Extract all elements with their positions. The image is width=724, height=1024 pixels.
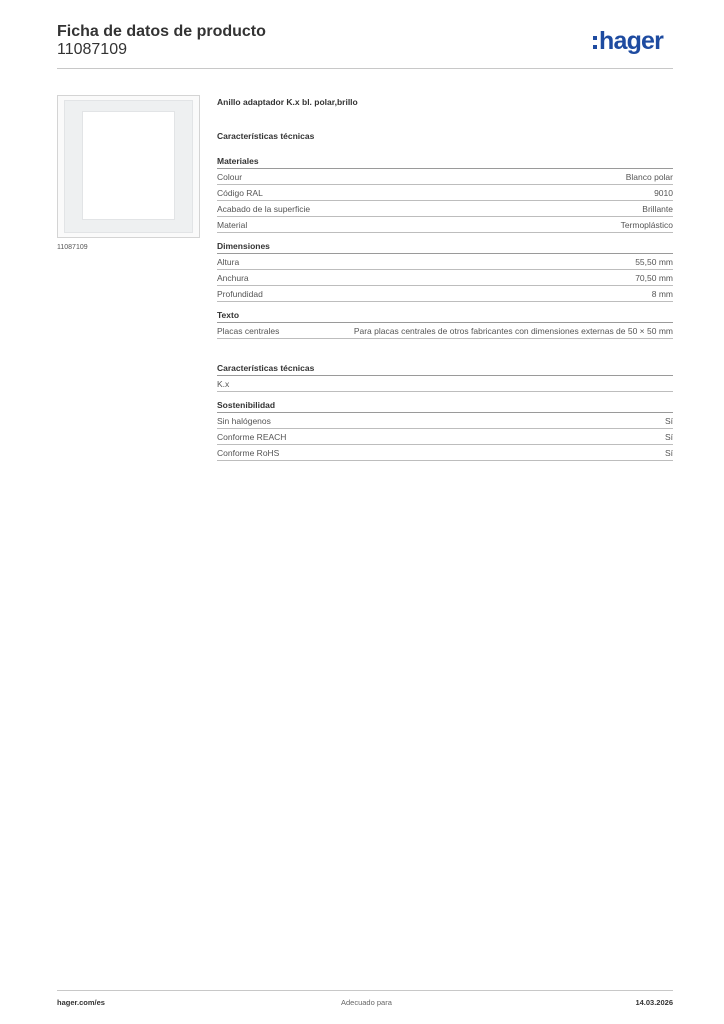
table-row xyxy=(217,286,673,302)
table-row xyxy=(217,185,673,201)
table-row xyxy=(217,323,673,339)
product-image xyxy=(57,95,200,238)
section-title: Dimensiones xyxy=(217,240,673,254)
row-value: 70,50 mm xyxy=(635,272,673,283)
table-row xyxy=(217,254,673,270)
footer-date: 14.03.2026 xyxy=(635,998,673,1007)
section-caracteristicas xyxy=(217,362,673,392)
table-row xyxy=(217,445,673,461)
table-row xyxy=(217,201,673,217)
spacer xyxy=(217,346,673,362)
table-row xyxy=(217,413,673,429)
product-name: Anillo adaptador K.x bl. polar,brillo xyxy=(217,97,358,107)
footer-note: Adecuado para xyxy=(341,998,392,1007)
row-label: Placas centrales xyxy=(217,325,280,336)
row-label: Conforme RoHS xyxy=(217,447,280,458)
row-label: K.x xyxy=(217,378,230,389)
row-value: Sí xyxy=(664,447,673,458)
row-value: Sí xyxy=(664,415,673,426)
section-title: Materiales xyxy=(217,155,673,169)
table-row xyxy=(217,270,673,286)
logo-dots-icon xyxy=(593,36,598,52)
table-row xyxy=(217,169,673,185)
image-caption: 11087109 xyxy=(57,244,88,251)
section-title: Texto xyxy=(217,309,673,323)
row-label: Sin halógenos xyxy=(217,415,271,426)
row-label: Altura xyxy=(217,256,240,267)
hager-logo xyxy=(593,27,673,57)
row-label: Acabado de la superficie xyxy=(217,203,311,214)
row-label: Código RAL xyxy=(217,187,263,198)
footer-divider xyxy=(57,990,673,991)
table-row xyxy=(217,376,673,392)
spec-content xyxy=(217,96,673,468)
row-label: Material xyxy=(217,219,248,230)
page-title: Ficha de datos de producto xyxy=(57,23,266,40)
product-number: 11087109 xyxy=(57,41,127,58)
row-value: 55,50 mm xyxy=(635,256,673,267)
row-label: Colour xyxy=(217,171,243,182)
section-title: Sostenibilidad xyxy=(217,399,673,413)
row-value: Sí xyxy=(664,431,673,442)
adapter-frame-opening xyxy=(82,111,175,220)
row-value: Brillante xyxy=(642,203,673,214)
row-value: 9010 xyxy=(654,187,673,198)
table-row xyxy=(217,217,673,233)
row-value: Termoplástico xyxy=(620,219,673,230)
table-row xyxy=(217,429,673,445)
row-value: Blanco polar xyxy=(625,171,673,182)
header-divider xyxy=(57,68,673,69)
section-title: Características técnicas xyxy=(217,362,673,376)
section-texto xyxy=(217,309,673,339)
section-sostenibilidad xyxy=(217,399,673,461)
row-value: Para placas centrales de otros fabricantes con dimensiones externas de 50 × 50 mm xyxy=(353,325,673,336)
row-value: 8 mm xyxy=(651,288,673,299)
footer-website-link[interactable]: hager.com/es xyxy=(57,998,105,1007)
row-label: Anchura xyxy=(217,272,249,283)
row-label: Profundidad xyxy=(217,288,263,299)
technical-heading: Características técnicas xyxy=(217,131,315,141)
section-materiales xyxy=(217,155,673,233)
adapter-frame-outer xyxy=(64,100,193,233)
logo-text: hager xyxy=(599,27,664,55)
section-dimensiones xyxy=(217,240,673,302)
row-label: Conforme REACH xyxy=(217,431,287,442)
